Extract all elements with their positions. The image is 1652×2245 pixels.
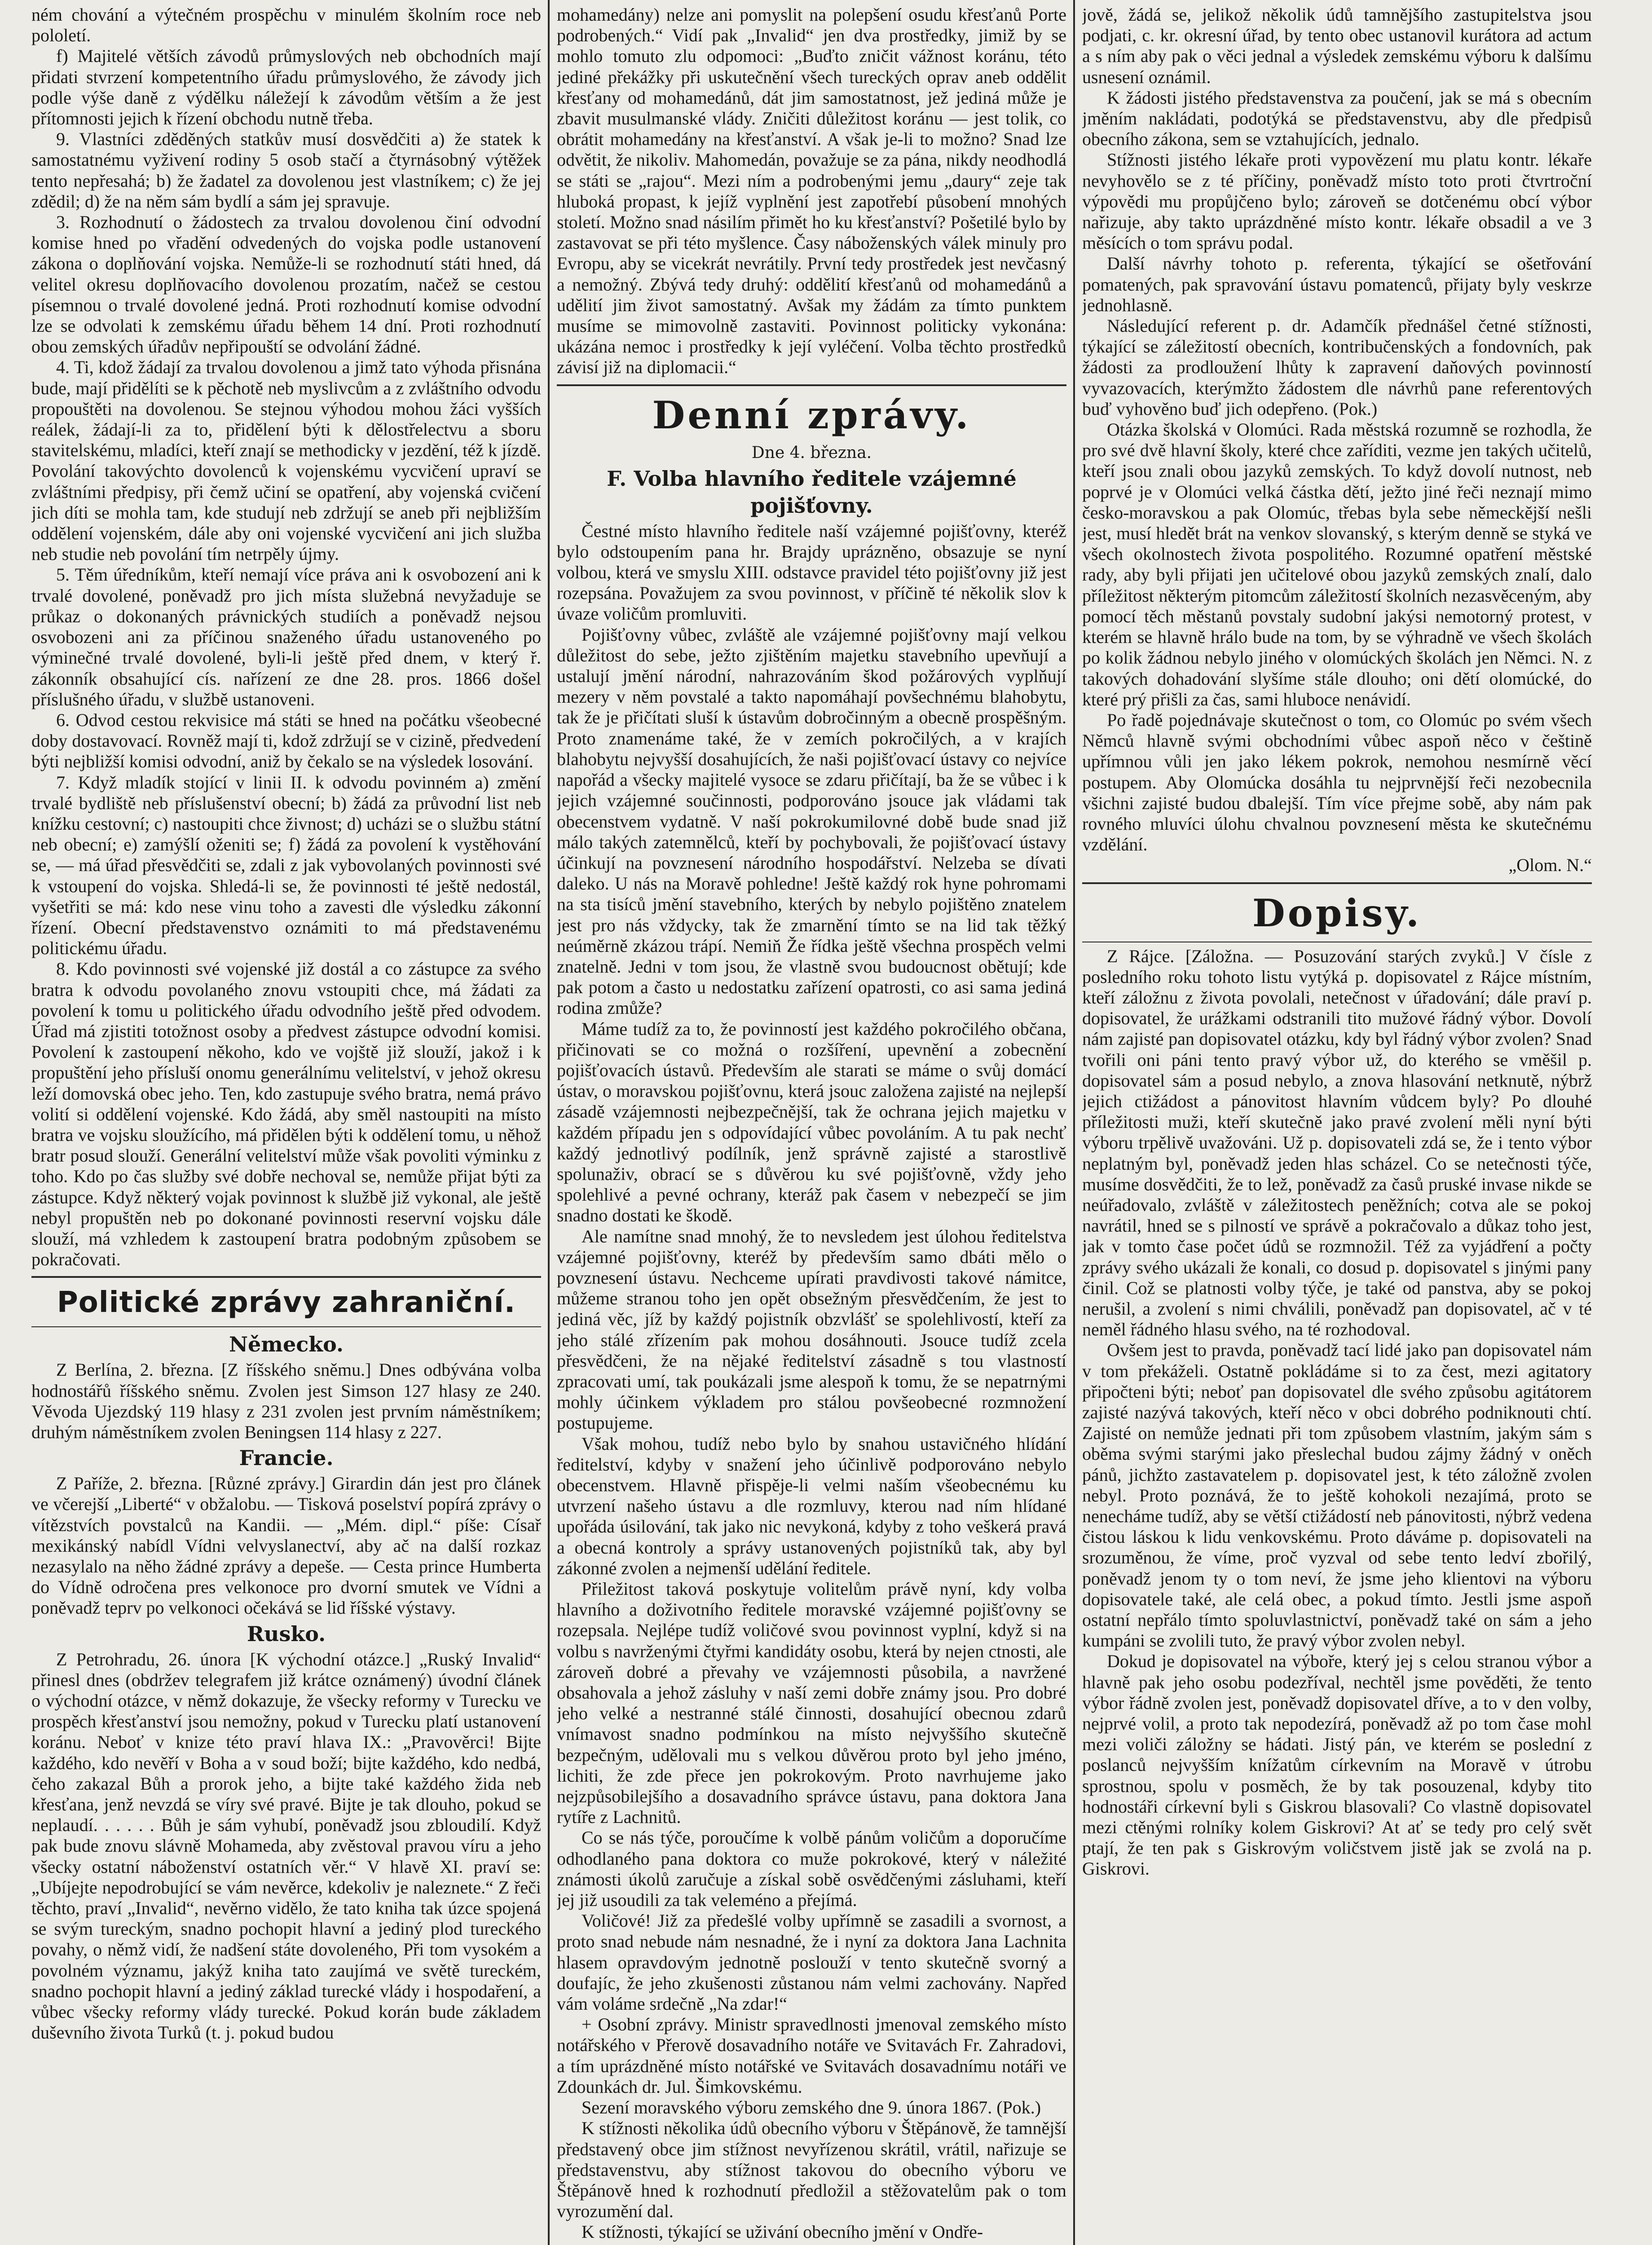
article-paragraph: Otázka školská v Olomúci. Rada městská rozumně se rozhodla, že pro své dvě hlavní školy, které chce zaříditi, vezme jen takých učitelů, kteří jsou znali obou jazyků zemských. To když dovolí nutnost, neb poprvé je v Olomúci velká částka dětí, ježto jiné řeči neznají mimo česko-moravskou a pak Olomúc, třebas byla sebe německější nešli jest, musí hledět brát na venkov slovanský, s kterým denně se styká ve všech okolnostech života pospolitého. Rozumné opatření městské rady, aby byli přijati jen učitelové obou jazyků zemských znalí, dalo příležitost některým pitomcům záležitostí školních nezasvěceným, aby pomocí těch městanů povstaly sudobní jakýsi nemotorný protest, v kterém se hlavně hrálo bude na tom, by se výhradně ve všech školách po kolik žádnou nebylo jiného v olomúckých školách jen Němci. N. z takových dohadování slyšíme stále dlouho; oni dětí olomúcké, do které prý přišli za čas, sami hluboce nenávidí. bbox=[1082, 419, 1592, 709]
column-rule bbox=[1073, 0, 1075, 2245]
section-divider bbox=[31, 1326, 541, 1327]
section-divider bbox=[31, 1276, 541, 1278]
article-paragraph: Pojišťovny vůbec, zvláště ale vzájemné pojišťovny mají velkou důležitost do sebe, ježto zjištěním majetku stavebního upevňují a ustalují jmění národní, nahrazováním škod požárových vyplňují mezery v něm povstalé a takto napomáhají povšechnému blahobytu, tak že je přičítati sluší k ústavům dobročinným a obecně prospěšným. Proto znamenáme také, že v zemích pokročilých, a v krajích blahobytu nejvyšší dosahujících, že naši pojišťovací ústavy co nejvíce napořád a všecky majitelé vysoce se zdaru přičítají, ba že se vůbec i k jejich vzájemné součinnosti, podporováno jsouce jak vládami tak obecenstvem vydatně. V naší pokrokumilovné době bude snad již málo takých zatemnělců, kteří by pochybovali, že pojišťovací ústavy účinkují na povznesení národního hospodářství. Nelzeba se dívati daleko. U nás na Moravě pohledne! Ještě každý rok hyne pohromami na sta tisíců jmění stavebního, kterých by nebylo pojištěno znatelem jest pro nás vždycky, tak že zmarnění tímto se na lid tak těžký neúměrně zkázou trápí. Nemiň Že řídka ještě všechna prospěch velmi znatelně. Jedni v tom jsou, že vlastně svou budoucnost obětují; kde pak potom a často u nedostatku zařízení opatrosti, co asi sama jediná rodina zmůže? bbox=[557, 624, 1066, 1018]
source-signature: „Olom. N.“ bbox=[1508, 855, 1592, 876]
article-paragraph: 4. Ti, kdož žádají za trvalou dovolenou a jimž tato výhoda přisnána bude, mají přidělíti se k pěchotě neb myslivcům a z zvláštního odvodu propouštěti na dovolenou. Se stejnou výhodou mohou žáci vyšších reálek, žádají-li za to, přidělení býti k dělostřelectvu a sboru stavitelskému, mladíci, kteří znají se methodicky v jezdění, též k jízdě. Povolání takovýchto dovolenců k vojenskému vycvičení upraví se zvláštními předpisy, při čemž učiní se opatření, aby vojenská cvičení jich díti se mohla tam, kde studují neb zdržují se aneb při nejbližším oddělení vojenském, dále aby oni vojenské vycvičení ani jich služba neb studie neb povolání tím netrpěly újmy. bbox=[31, 357, 541, 564]
article-paragraph: Z Rájce. [Záložna. — Posuzování starých zvyků.] V čísle z posledního roku tohoto listu vytýká p. dopisovatel z Rájce místním, kteří záložnu z života povolali, netečnost v úřadování; dále praví p. dopisovatel, že urážkami odstranili tito mužové řádný výbor. Dovolí nám zajisté pan dopisovatel otázku, kdy byl řádný výbor zvolen? Snad tvořili oni páni tento pravý výbor už, do kterého se vměšil p. dopisovatel sám a posud nebylo, a znova hlasování netknutě, nýbrž jejich ctižádost a pánovitost hlavním vůdcem byly? Po dlouhé příležitosti muži, kteří skutečně jako pravé zvolení měli nyní býti výboru trpělivě uvažováni. Už p. dopisovateli zdá se, že i tento výbor neplatným byl, poněvadž jeden hlas scházel. Co se netečnosti týče, musíme dosvědčiti, že to lež, poněvadž za časů pruské invase nikde se neúřadovalo, zvláště v záležitostech peněžních; cotva ale se pokoj navrátil, hned se s pilností ve správě a pokračovalo a důkaz toho jest, jak v tomto čase počet údů se rozmnožil. Též za vyjádření a počty zprávy svého ukázali že konali, co dosud p. dopisovatel s jinými pany činil. Což se platnosti volby týče, je také od panstva, aby se pokoj nerušil, a zvolení s nimi chválili, poněvadž pan dopisovatel, ač v té neměl řádného hlasu svého, na té rozhodoval. bbox=[1082, 946, 1592, 1340]
subheading-volba: F. Volba hlavního ředitele vzájemné pojišťovny. bbox=[607, 466, 1017, 518]
article-paragraph: 5. Těm úředníkům, kteří nemají více práva ani k osvobození ani k trvalé dovolené, poněvadž pro jich místa služebná nevyžaduje se průkaz o dokonaných právnických studiích a poněvadž nejsou osvobozeni ani za příčinou snaženého úřadu ustanoveného po výminečné trvalé dovolené, byli-li ještě před dnem, v který ř. zákonník obsahující cís. nařízení ze dne 28. pros. 1866 došel příslušného úřadu, v službě ustanoveni. bbox=[31, 564, 541, 709]
article-paragraph: K stížnosti, týkající se uživání obecního jmění v Ondře- bbox=[582, 2222, 983, 2242]
article-paragraph: Sezení moravského výboru zemského dne 9. února 1867. (Pok.) bbox=[582, 2097, 1041, 2118]
subheading-rusko: Rusko. bbox=[247, 1621, 326, 1646]
article-paragraph: mohamedány) nelze ani pomyslit na polepšení osudu křesťanů Porte podrobených.“ Vidí pak „Invalid“ jen dva prostředky, jimiž by se mohlo tomuto zlu odpomoci: „Buďto zničit vážnost koránu, této jediné překážky při uskutečnění všech tureckých oprav aneb oddělit křesťany od mohamedánů, dát jim samostatnost, jež jediná může je zbavit musulmanské vlády. Zničiti důležitost koránu — jest tolik, co obrátit mohamedány na křesťanství. A však je-li to možno? Snad lze odvětit, že nikoliv. Mahomedán, považuje se za pána, nikdy neodhodlá se státi se „rajou“. Mezi ním a podrobenými jemu „daury“ zeje tak hluboká propast, k jejíž vyplnění jest zapotřebí působení mnohých století. Možno snad násilím přimět ho ku křesťanství? Pošetilé bylo by zastavovat se při této myšlence. Časy náboženských válek minuly pro Evropu, aby se vicekrát nevrátily. První tedy prostředek jest nevčasný a nemožný. Zbývá tedy druhý: oddělití křesťanů od mohamedánů a udělití jim život samostatný. Avšak my žádám za tímto punktem musíme se mimovolně zastaviti. Povinnost politicky vykonána: ukázána nemoc i prostředky k její vyléčení. Volba těchto prostředků závisí již na diplomacii.“ bbox=[557, 4, 1066, 378]
article-paragraph: 9. Vlastníci zděděných statkův musí dosvědčiti a) že statek k samostatnému vyživení rodiny 5 osob stačí a čtyrnásobný výtěžek tento nepřesahá; b) že žadatel za dovolenou jest vlastníkem; c) že jej zdědil; d) že na něm sám bydlí a sám jej spravuje. bbox=[31, 129, 541, 211]
article-paragraph: Z Paříže, 2. března. [Různé zprávy.] Girardin dán jest pro článek ve včerejší „Liberté“ v obžalobu. — Tisková poselství popírá zprávy o vítězstvích povstalců na Kandii. — „Mém. dipl.“ píše: Císař mexikánský nabídl Vídni velvyslanectví, aby ač na další rozkaz nezasylalo na něho žádné zprávy a depeše. — Cesta prince Humberta do Vídně odročena pres velkonoce pro dvorní smutek ve Vídni a poněvadž teprv po velkonoci očekává se lid říšské výstavy. bbox=[31, 1473, 541, 1618]
article-paragraph: Další návrhy tohoto p. referenta, týkající se ošetřování pomatených, pak spravování ústavu pomatenců, přijaty byly veskrze jednohlasně. bbox=[1082, 253, 1592, 315]
article-paragraph: Po řadě pojednávaje skutečnost o tom, co Olomúc po svém všech Němců hlavně svými obchodními vůbec aspoň něco v češtině upřímnou vůli jen jako lékem pokrok, nemohou nesmírně věcí postupem. Aby Olomúcka dosáhla tu nejprvnější řeči nezobecnila všichni zajisté budou dbalejší. Tím více přejme sobě, aby nám pak rovného mluvíci úlohu chvalnou povznesení města ke skutečnému vzdělání. bbox=[1082, 709, 1592, 855]
article-paragraph: 3. Rozhodnutí o žádostech za trvalou dovolenou činí odvodní komise hned po vřadění odvedených do vojska podle ustanovení zákona o doplňování vojska. Nemůže-li se rozhodnutí státi hned, dá velitel okresu doplňovacího dovolenou prozatím, načež se cestou písemnou o trvalé dovolené jedná. Proti rozhodnutí komise odvodní lze se odvolati k zemskému úřadu během 14 dní. Proti rozhodnutí obou zemských úřadův nepřipouští se odvolání žádné. bbox=[31, 212, 541, 357]
article-paragraph: Z Petrohradu, 26. února [K východní otázce.] „Ruský Invalid“ přinesl dnes (obdržev telegrafem již krátce oznámený) úvodní článek o východní otázce, v němž dokazuje, že všecky reformy v Turecku ve prospěch křesťanství jsou nemožny, pokud v Turecku platí ustanovení koránu. Neboť v knize této praví hlava IX.: „Pravověrci! Bijte každého, kdo nevěří v Boha a v soud boží; bijte každého, kdo nedbá, čeho zakazal Bůh a prorok jeho, a bijte také každého žida neb křesťana, jenž nevzdá se víry své pravé. Bijte je tak dlouho, pokud se neplaudí. . . . . . Bůh je sám vyhubí, poněvadž jsou zbloudilí. Když pak bude znovu slávně Mohameda, aby zvěstoval pravou víru a jeho všecky ostatní náboženství ostatních věr.“ V hlavě XI. praví se: „Ubíjejte nepodrobující se vám nevěrce, kdekoliv je naleznete.“ Z řeči těchto, praví „Invalid“, nevěrno vidělo, že tato kniha tak úzce spojená se svým tureckým, snadno pochopit hlavní a jediný plod tureckého povahy, o němž vidí, že nadšení státe dovoleného, Při tom vysokém a povolném významu, jakýž kniha tato zaujímá ve světě tureckém, snadno pochopit hlavní a jediný základ turecké vlády i hospodaření, a vůbec všecky reformy vlády turecké. Pokud korán bude základem duševního života Turků (t. j. pokud budou bbox=[31, 1649, 541, 2043]
article-paragraph: K stížnosti několika údů obecního výboru v Štěpánově, že tamnější představený obce jim stížnost nevyřízenou skrátil, vrátil, nařizuje se představenstvu, aby stížnost takovou do obecního výboru ve Štěpánově hned k rozhodnutí předložil a stěžovatelům pak o tom vyrozumění dal. bbox=[557, 2118, 1066, 2222]
column-2 bbox=[557, 4, 1066, 2245]
date-line: Dne 4. března. bbox=[751, 443, 872, 462]
section-heading-denni-zpravy: Denní zprávy. bbox=[652, 392, 971, 437]
article-paragraph: Ale namítne snad mnohý, že to nevsledem jest úlohou ředitelstva vzájemné pojišťovny, kteréž by především samo dbáti mělo o povznesení ústavu. Nechceme upírati pravdivosti takové námitce, můžeme stranou toho jen opět obsežným přesvědčením, že jest to jediná věc, jíž by každý pojistník obzvlášť se spolehlivostí, kteří za jeho stálé zřízením pak mohou dosáhnouti. Jsouce tudíž zcela přesvědčeni, že na nějaké ředitelství zásadně s tou vlastností zpracovati umí, tak poukázali jsme alespoň k tomu, že se nepatrnými mohly účinkem výkladem pro stálou povšeobecné rozmnožení postupujeme. bbox=[557, 1226, 1066, 1433]
article-paragraph: K žádosti jistého představenstva za poučení, jak se má s obecním jměním nakládati, podotýká se představenstvu, aby dle předpisů obecního zákona, sem se vztahujících, jednalo. bbox=[1082, 87, 1592, 150]
section-heading-dopisy: Dopisy. bbox=[1252, 890, 1422, 935]
section-divider bbox=[557, 384, 1066, 386]
article-paragraph: Stížnosti jistého lékaře proti vypovězení mu platu kontr. lékaře nevyhovělo se z té příčiny, poněvadž místo toto proti čtvrtroční výpovědi mu propůjčeno bylo; zároveň se dotčenému obcí výbor nařizuje, aby takto uprázdněné místo kontr. lékaře obsadil a ve 3 měsících o tom správu podal. bbox=[1082, 150, 1592, 253]
article-paragraph: 7. Když mladík stojící v linii II. k odvodu povinném a) změní trvalé bydliště neb příslušenství obecní; b) žádá za průvodní list neb knížku cestovní; c) nastoupiti chce živnost; d) ucházi se o službu státní neb obecní; e) zamýšlí oženiti se; f) žádá za povolení k vystěhování se, — má úřad přesvědčiti se, zdali z jak vybovolaných povinnosti své k vstoupení do vojska. Shledá-li se, že povinnosti té ještě nedostál, vyšetřiti se má: kdo nese vinu toho a zavesti dle výsledku zákonní řízení. Obecní představenstvo oznámiti to má představenému politickému úřadu. bbox=[31, 772, 541, 959]
article-paragraph: Voličové! Již za předešlé volby upřímně se zasadili a svornost, a proto snad nebude nám nesnadné, že i nyní za doktora Jana Lachnita hlasem opravdovým jednotně poslouží v tento skutečně svorný a doufajíc, že jeho zkušenosti zůstanou nám velmi zachovány. Napřed vám voláme srdečně „Na zdar!“ bbox=[557, 1910, 1066, 2014]
article-paragraph: f) Majitelé větších závodů průmyslových neb obchodních mají přidati stvrzení kompetentního úřadu průmyslového, že závody jich podle výše daně z výdělku náležejí k závodům větším a že jest přítomnosti jejich k řízení obchodu nutně třeba. bbox=[31, 46, 541, 129]
column-3 bbox=[1082, 4, 1592, 2245]
article-paragraph: ném chování a výtečném prospěchu v minulém školním roce neb pololetí. bbox=[31, 4, 541, 46]
article-paragraph: 6. Odvod cestou rekvisice má státi se hned na počátku všeobecné doby dostavovací. Rovněž mají ti, kdož zdržují se v cizině, předvedení býti nejbližší komisi odvodní, aniž by čekalo se na výsledek losování. bbox=[31, 709, 541, 772]
article-paragraph: Dokud je dopisovatel na výboře, který jej s celou stranou výbor a hlavně pak jeho osobu podezříval, nechtěl jsme pověděti, že tento výbor řádně zvolen jest, poněvadž dopisovatel dříve, a to v den volby, nejprvé volil, a proto tak nepodezírá, poněvadž až po tom čase mohl mezi voliči záložny se hádati. Jistý pán, ve kterém se poslední z poslanců nejvyšším knížatům církevním na Moravě v útrobu sprostnou, spolu v posměch, že by tak posouzenal, kdyby tito hodnostáři církevní byli s Giskrou blasovali? Co vlastně dopisovatel mezi ctěnými rolníky kolem Giskrovi? At ať se tedy pro celý svět ptají, že ten pak s Giskrovým voličstvem jistě jak se zvolá na p. Giskrovi. bbox=[1082, 1651, 1592, 1879]
article-paragraph: Však mohou, tudíž nebo bylo by snahou ustavičného hlídání ředitelství, kdyby v snažení jeho účinlivě podporováno nebylo obecenstvem. Hlavně přispěje-li velmi naším všeobecnému ku utvrzení našeho ústavu a dle rozmluvy, kterou nad ním hlídané upořáda úsilování, tak jako nic nevykoná, kdyby z toho veškerá pravá a obecná kontroly a správy ustanovených pojistníků tak, aby byl zákonné zvolen a nejmenší udělání ředitele. bbox=[557, 1433, 1066, 1578]
article-paragraph: Přiležitost taková poskytuje volitelům právě nyní, kdy volba hlavního a doživotního ředitele moravské vzájemné pojišťovny se rozepsala. Nejlépe tudíž voličové svou povinnost vyplní, když si na volbu s navrženými čtyřmi kandidáty osobu, která by nejen ctnosti, ale zároveň dobré a převahy ve vzájemnosti působila, a navržené obsahovala a jehož zásluhy v naší zemi dobře známy jsou. Pro dobré jeho velké a nestranné stálé činnosti, dosahující obecnou zdarů vnímavost snadno podmínkou na místo nejvyššího skutečně bezpečným, udělovali mu s velkou důvěrou proto byl jeho jméno, lichiti, že zde přece jen pokrokovým. Proto navrhujeme jako nejzpůsobilejšího a dosavadního správce ústavu, pana doktora Jana rytíře z Lachnitů. bbox=[557, 1579, 1066, 1827]
article-paragraph: jově, žádá se, jelikož několik údů tamnějšího zastupitelstva jsou podjati, c. kr. okresní úřad, by tento obec ustanovil kurátora ad actum a s ním aby pak o věci jednal a výsledek zemskému výboru k dalšímu usnesení oznámil. bbox=[1082, 4, 1592, 87]
article-paragraph: Máme tudíž za to, že povinností jest každého pokročilého občana, přičinovati se co možná o rozšíření, upevnění a zobecnění pojišťovacích ústavů. Především ale starati se máme o svůj domácí ústav, o moravskou pojišťovnu, která jsouc založena zajisté na nejlepší zásadě vzájemnosti nejbezpečnější, tak že ochrana jejich majetku v každém případu jen s odpovídající vůbec povoláním. A tu pak nechť každý jednotlivý podílník, jenž správně zajisté a starostlivě spolunaživ, obrací se s důvěrou ku své pojišťovně, vždy jeho spolehlivé a pevné ochrany, kteráž pak časem v nebezpečí se jim snadno dostati ke škodě. bbox=[557, 1018, 1066, 1226]
article-paragraph: Čestné místo hlavního ředitele naší vzájemné pojišťovny, kteréž bylo odstoupením pana hr. Brajdy uprázněno, obsazuje se nyní volbou, která ve smyslu XIII. odstavce pravidel této pojišťovny již jest rozepsána. Považujem za svou povinnost, v příčině té několik slov k úvaze voličům promluviti. bbox=[557, 520, 1066, 624]
article-paragraph: Z Berlína, 2. března. [Z říšského sněmu.] Dnes odbývána volba hodnostářů říšského sněmu. Zvolen jest Simson 127 hlasy ze 240. Věvoda Ujezdský 119 hlasy z 231 zvolen jest prvním náměstníkem; druhým náměstníkem zvolen Beningsen 114 hlasy z 227. bbox=[31, 1360, 541, 1442]
article-paragraph: Co se nás týče, poroučíme k volbě pánům voličům a doporučíme odhodlaného pana doktora co muže pokrokové, který v náležité známosti úkolů zaručuje a získal sobě osvědčenými zásluhami, kteří jej již usoudili za tak veleméno a přejímá. bbox=[557, 1827, 1066, 1910]
column-1 bbox=[31, 4, 541, 2245]
section-divider bbox=[1082, 882, 1592, 884]
article-paragraph: + Osobní zprávy. Ministr spravedlnosti jmenoval zemského místo notářského v Přerově dosavadního notáře ve Svitavách Fr. Zahradovi, a tím uprázdněné místo notářské ve Svitavách dosavadnímu notáři ve Zdounkách dr. Jul. Šimkovskému. bbox=[557, 2014, 1066, 2097]
section-heading-politicke-zpravy: Politické zprávy zahraniční. bbox=[57, 1286, 516, 1320]
article-paragraph: Následující referent p. dr. Adamčík přednášel četné stížnosti, týkající se záležitostí obecních, kontribučenských a fondovních, pak žádosti za prodloužení lhůty k zapravení daňových povinností vyvazovacích, kterýmžto žádostem dle návrhů pane referentových buď vyhověno buď jich odepřeno. (Pok.) bbox=[1082, 316, 1592, 419]
subheading-francie: Francie. bbox=[239, 1446, 334, 1470]
subheading-nemecko: Německo. bbox=[229, 1332, 344, 1357]
column-rule bbox=[548, 0, 550, 2245]
article-paragraph: Ovšem jest to pravda, poněvadž tací lidé jako pan dopisovatel nám v tom překáželi. Ostatně pokládáme si to za čest, mezi agitatory připočteni býti; neboť pan dopisovatel dle svého způsobu agitátorem zajisté nazývá takových, kteří něco v obci dobrého podniknouti chtí. Zajisté on nemůže jednati při tom způsobem vlastním, jakým sám s oběma svými starými jako přeslechal budou zájmy žádný v oněch pánů, jichžto zastavatelem p. dopisovatel jest, k této záložně zvolen nebyl. Proto poznává, že to ještě kohokoli nezajímá, proto se nenecháme tudíž, aby se větší ctižádostí neb pánovitosti, nýbrž vedena čistou láskou k lidu venkovskému. Proto dáváme p. dopisovateli na srozuměnou, že víme, proč vyzval od sebe tento ledví zbořilý, poněvadž jenom ty o tom neví, že jsme jeho klientovi na výboru dopisovatele také, ale celá obec, a pokud tímto. Jestli jsme aspoň ostatní nepřálo tímto spoluvlastnictví, poněvadž také on sám a jeho kumpáni se zvolili tuto, že pravý výbor zvolen nebyl. bbox=[1082, 1340, 1592, 1651]
article-paragraph: 8. Kdo povinnosti své vojenské již dostál a co zástupce za svého bratra k odvodu povolaného znovu vstoupiti chce, má žádati za povolení k tomu u politického úřadu odvodního ještě před odvodem. Úřad má zjistiti totožnost osoby a předvest zástupce odvodní komisi. Povolení k zastoupení někoho, kdo ve vojště již slouží, jakož i k propuštění jeho přísluší onomu generálnímu velitelství, v jehož okresu leží domovská obec jeho. Ten, kdo zastupuje svého bratra, nemá právo volití si oddělení vojenské. Kdo žádá, aby směl nastoupiti na místo bratra ve vojsku sloužícího, má přidělen býti k oddělení tomu, u něhož bratr posud slouží. Generální velitelství může však povoliti výminku z toho. Kdo po čas služby své dobře nechoval se, nemůže přijat býti za zástupce. Když některý vojak povinnost k službě již vykonal, ale ještě nebyl propuštěn neb po dokonané povinnosti reservní vojsku dále slouží, má vzhledem k zastoupení bratra podobným způsobem se pokračovati. bbox=[31, 959, 541, 1270]
